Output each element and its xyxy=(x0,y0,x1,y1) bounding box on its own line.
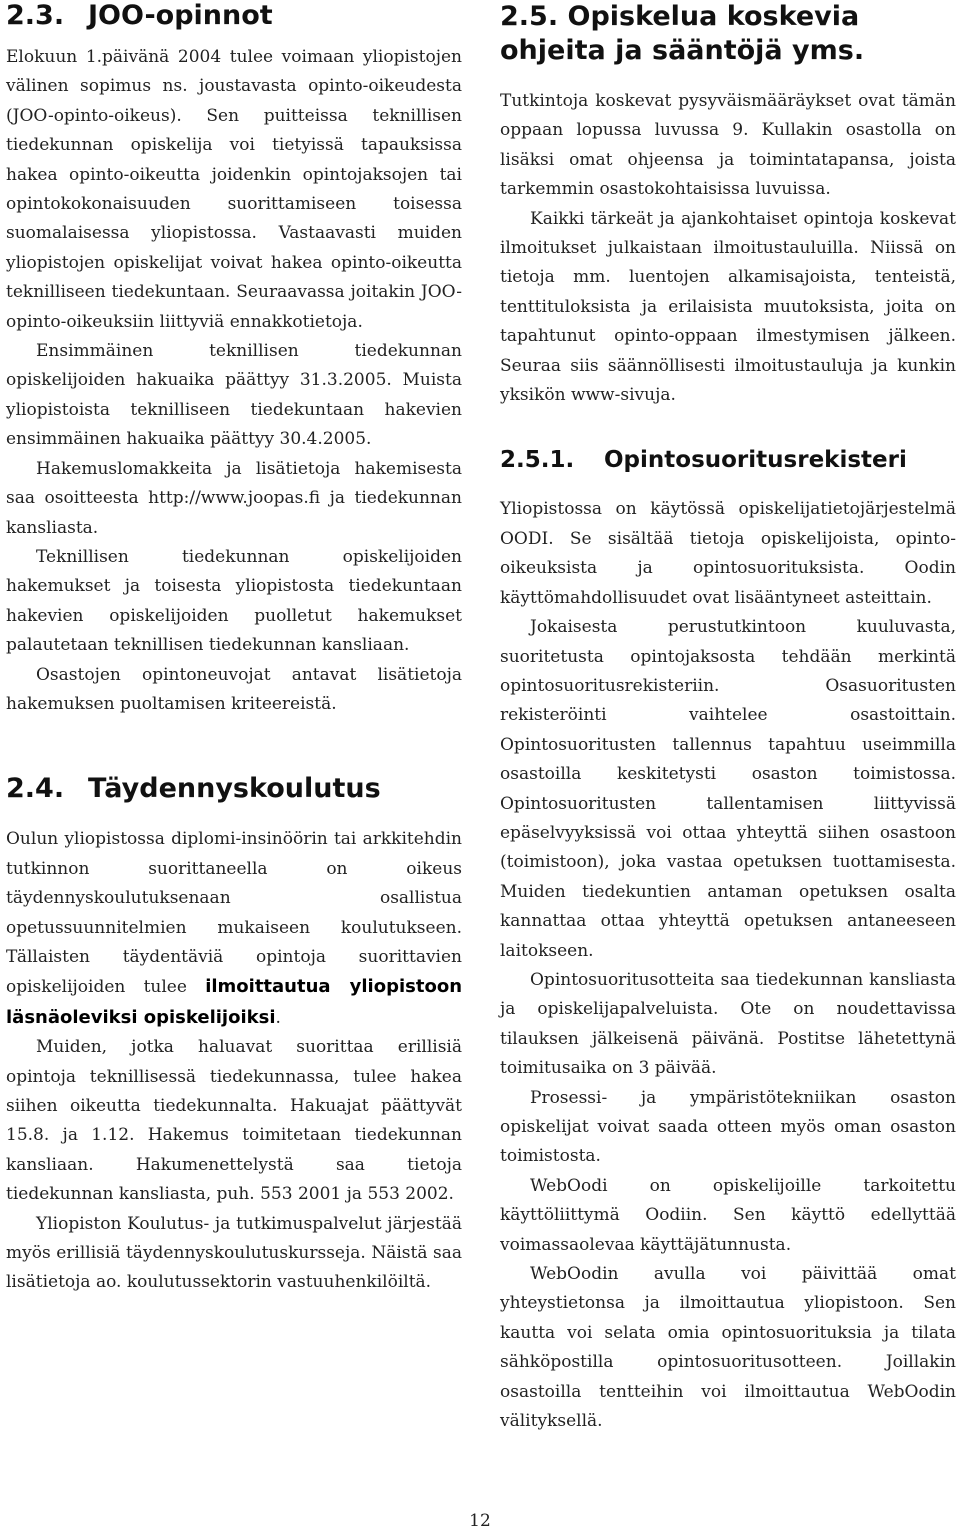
section-title: JOO-opinnot xyxy=(88,0,273,31)
paragraph: Yliopistossa on käytössä opiskelijatietojärjestelmä OODI. Se sisältää tietoja opiskelijoista, opinto-oikeuksista ja opintosuorituksista. Oodin käyttömahdollisuudet ovat lisääntyneet asteittain. xyxy=(500,499,956,608)
paragraph: Elokuun 1.päivänä 2004 tulee voimaan yliopistojen välinen sopimus ns. joustavasta opinto-oikeudesta (JOO-opinto-oikeus). Sen puitteissa teknillisen tiedekunnan opiskelija voi tietyissä tapauksissa hakea opinto-oikeutta joidenkin opintojaksojen tai opintokokonaisuuden suorittamiseen toisessa suomalaisessa yliopistossa. Vastaavasti muiden yliopistojen opiskelijat voivat hakea opinto-oikeutta teknilliseen tiedekuntaan. Seuraavassa joitakin JOO-opinto-oikeuksiin liittyviä ennakkotietoja. xyxy=(6,47,462,332)
paragraph: Yliopiston Koulutus- ja tutkimuspalvelut järjestää myös erillisiä täydennyskoulutuskursseja. Näistä saa lisätietoja ao. koulutussektorin vastuuhenkilöiltä. xyxy=(6,1213,462,1293)
section-title: Täydennyskoulutus xyxy=(88,773,381,805)
paragraph: Kaikki tärkeät ja ajankohtaiset opintoja koskevat ilmoitukset julkaistaan ilmoitustauluilla. Niissä on tietoja mm. luentojen alkamisajoista, tenteistä, tenttituloksista ja erilaisista muutoksista, joita on tapahtunut opinto-oppaan ilmestymisen jälkeen. Seuraa siis säännöllisesti ilmoitustauluja ja kunkin yksikön www-sivuja. xyxy=(500,208,956,406)
paragraph xyxy=(6,825,462,1033)
paragraph: Jokaisesta perustutkintoon kuuluvasta, suoritetusta opintojaksosta tehdään merkintä opintosuoritusrekisteriin. Osasuoritusten rekisteröinti vaihtelee osastoittain. Opintosuoritusten tallennus tapahtuu useimmilla osastoilla keskitetysti osaston toimistossa. Opintosuoritusten tallentamisen liittyvissä epäselvyyksissä voi ottaa yhteyttä siihen osastoon (toimistoon), joka vastaa opetuksen tuottamisesta. Muiden tiedekuntien antaman opetuksen osalta kannattaa ottaa yhteyttä opetuksen antaneeseen laitokseen. xyxy=(500,617,956,961)
paragraph: Muiden, jotka haluavat suorittaa erillisiä opintoja teknillisessä tiedekunnassa, tulee hakea siihen oikeutta tiedekunnalta. Hakuajat päättyvät 15.8. ja 1.12. Hakemus toimitetaan tiedekunnan kansliaan. Hakumenettelystä saa tietoja tiedekunnan kansliasta, puh. 553 2001 ja 553 2002. xyxy=(6,1037,462,1205)
paragraph: Hakemuslomakkeita ja lisätietoja hakemisesta saa osoitteesta http://www.joopas.fi ja tiedekunnan kansliasta. xyxy=(6,458,462,538)
left-column xyxy=(6,0,462,1298)
section-2-5-1-body xyxy=(500,495,956,1436)
paragraph: Opintosuoritusotteita saa tiedekunnan kansliasta ja opiskelijapalveluista. Ote on noudettavissa tilauksen jälkeisenä päivänä. Postitse lähetettynä toimitusaika on 3 päivää. xyxy=(500,969,956,1079)
section-2-3-body xyxy=(6,43,462,719)
section-2-4-heading xyxy=(6,773,462,805)
paragraph-text: Oulun yliopistossa diplomi-insinöörin tai arkkitehdin tutkinnon suorittaneella on oikeus täydennyskoulutuksenaan osallistua opetussuunnitelmien mukaiseen koulutukseen. Tällaisten täydentäviä opintoja suorittavien opiskelijoiden tulee xyxy=(6,829,462,998)
section-2-4-body xyxy=(6,825,462,1298)
paragraph: Ensimmäinen teknillisen tiedekunnan opiskelijoiden hakuaika päättyy 31.3.2005. Muista yliopistoista teknilliseen tiedekuntaan hakevien ensimmäinen hakuaika päättyy 30.4.2005. xyxy=(6,341,462,450)
page-number: 12 xyxy=(469,1511,491,1531)
section-number: 2.3. xyxy=(6,0,65,31)
section-number: 2.5. xyxy=(500,1,559,32)
paragraph: Osastojen opintoneuvojat antavat lisätietoja hakemuksen puoltamisen kriteereistä. xyxy=(6,664,462,714)
section-2-5-body xyxy=(500,87,956,410)
section-2-5-1-heading xyxy=(500,446,956,474)
right-column xyxy=(500,0,956,1436)
paragraph-end: . xyxy=(275,1007,281,1028)
section-2-3-heading xyxy=(6,0,462,32)
paragraph: WebOodin avulla voi päivittää omat yhteystietonsa ja ilmoittautua yliopistoon. Sen kautta voi selata omia opintosuorituksia ja tilata sähköpostilla opintosuoritusotteen. Joillakin osastoilla tentteihin voi ilmoittautua WebOodin välityksellä. xyxy=(500,1264,956,1432)
paragraph: Prosessi- ja ympäristötekniikan osaston opiskelijat voivat saada otteen myös oman osaston toimistosta. xyxy=(500,1087,956,1167)
paragraph: WebOodi on opiskelijoille tarkoitettu käyttöliittymä Oodiin. Sen käyttö edellyttää voimassaolevaa käyttäjätunnusta. xyxy=(500,1175,956,1255)
section-2-5-heading xyxy=(500,0,956,68)
paragraph: Teknillisen tiedekunnan opiskelijoiden hakemukset ja toisesta yliopistosta tiedekuntaan hakevien opiskelijoiden puolletut hakemukset palautetaan teknillisen tiedekunnan kansliaan. xyxy=(6,546,462,656)
emphasis-text: ilmoittautua yliopistoon läsnäoleviksi opiskelijoiksi xyxy=(6,976,463,1028)
section-number: 2.5.1. xyxy=(500,447,575,474)
section-number: 2.4. xyxy=(6,773,65,805)
section-title: Opintosuoritusrekisteri xyxy=(604,447,907,474)
paragraph: Tutkintoja koskevat pysyväismääräykset ovat tämän oppaan lopussa luvussa 9. Kullakin osastolla on lisäksi omat ohjeensa ja toimintatapansa, joista tarkemmin osastokohtaisissa luvuissa. xyxy=(500,91,956,200)
section-title: Opiskelua koskevia ohjeita ja sääntöjä yms. xyxy=(500,1,865,66)
